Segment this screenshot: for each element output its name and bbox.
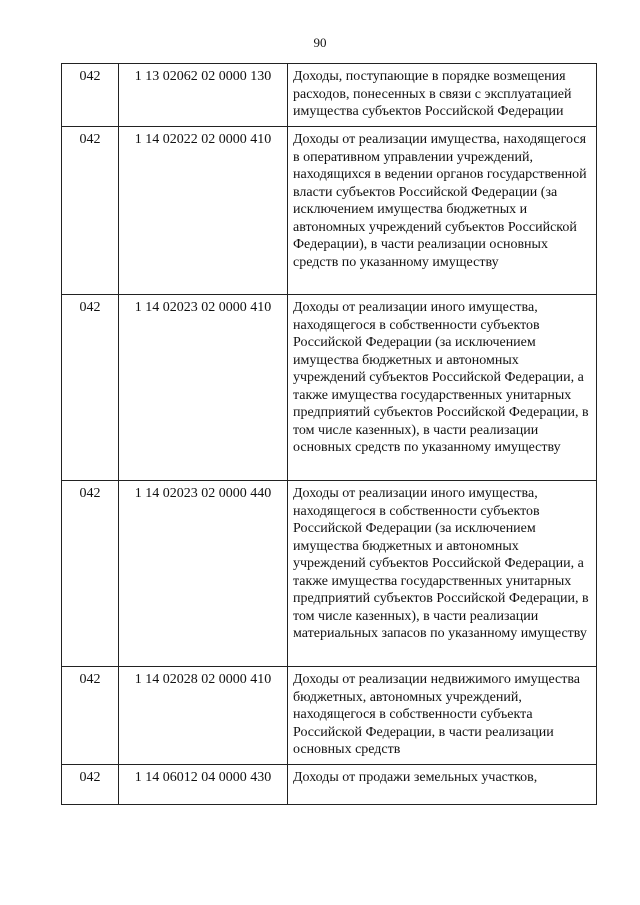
admin-code-cell: 042	[62, 481, 119, 667]
admin-code-cell: 042	[62, 765, 119, 805]
budget-code-cell: 1 14 02028 02 0000 410	[119, 667, 288, 765]
revenue-name-cell: Доходы от реализации иного имущества, находящегося в собственности субъектов Российской Федерации (за исключением имущества бюджетных и автономных учреждений субъектов Российской Федерации, а также имущества государственных унитарных предприятий субъектов Российской Федерации, в том числе казенных), в части реализации материальных запасов по указанному имуществу	[288, 481, 597, 667]
table-row	[62, 64, 597, 127]
budget-code-cell: 1 13 02062 02 0000 130	[119, 64, 288, 127]
budget-code-cell: 1 14 06012 04 0000 430	[119, 765, 288, 805]
admin-code-cell: 042	[62, 127, 119, 295]
admin-code-cell: 042	[62, 64, 119, 127]
admin-code-cell: 042	[62, 295, 119, 481]
budget-code-cell: 1 14 02022 02 0000 410	[119, 127, 288, 295]
budget-code-cell: 1 14 02023 02 0000 410	[119, 295, 288, 481]
admin-code-cell: 042	[62, 667, 119, 765]
table-row	[62, 481, 597, 667]
table-row	[62, 765, 597, 805]
revenue-name-cell: Доходы от реализации недвижимого имущества бюджетных, автономных учреждений, находящегося в собственности субъекта Российской Федерации, в части реализации основных средств	[288, 667, 597, 765]
revenue-name-cell: Доходы, поступающие в порядке возмещения расходов, понесенных в связи с эксплуатацией имущества субъектов Российской Федерации	[288, 64, 597, 127]
table-row	[62, 667, 597, 765]
revenue-name-cell: Доходы от реализации иного имущества, находящегося в собственности субъектов Российской Федерации (за исключением имущества бюджетных и автономных учреждений субъектов Российской Федерации, а также имущества государственных унитарных предприятий субъектов Российской Федерации, в том числе казенных), в части реализации основных средств по указанному имуществу	[288, 295, 597, 481]
budget-code-cell: 1 14 02023 02 0000 440	[119, 481, 288, 667]
table-row	[62, 127, 597, 295]
revenue-codes-table	[61, 63, 597, 805]
revenue-name-cell: Доходы от продажи земельных участков,	[288, 765, 597, 805]
revenue-name-cell: Доходы от реализации имущества, находящегося в оперативном управлении учреждений, находящихся в ведении органов государственной власти субъектов Российской Федерации (за исключением имущества бюджетных и автономных учреждений субъектов Российской Федерации), в части реализации основных средств по указанному имуществу	[288, 127, 597, 295]
page-number: 90	[313, 35, 327, 50]
table-row	[62, 295, 597, 481]
